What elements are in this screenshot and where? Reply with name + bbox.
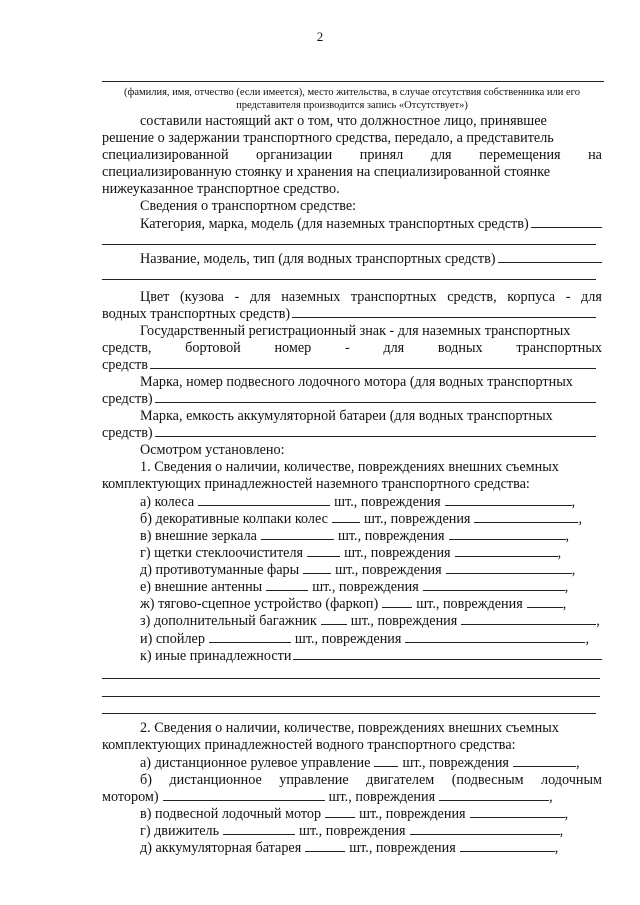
word: на (588, 147, 602, 163)
quantity-field (374, 755, 398, 767)
word: лодочным (541, 772, 602, 788)
list-item: е) внешние антенны шт., повреждения , (140, 579, 569, 595)
category-field (531, 216, 602, 228)
intro-line5: нижеуказанное транспортное средство. (102, 181, 340, 197)
section1-line1: 1. Сведения о наличии, количестве, повреждениях внешних съемных (140, 459, 559, 475)
color-field (292, 306, 596, 318)
word: водных (437, 340, 483, 356)
word: номер (274, 340, 312, 356)
damage-field (460, 840, 555, 852)
damage-field (513, 755, 576, 767)
other-items-row: к) иные принадлежности (140, 648, 602, 664)
word: бортовой (185, 340, 241, 356)
quantity-field (163, 789, 325, 801)
name-row (140, 251, 602, 267)
color-line2 (102, 306, 596, 322)
battery-line1: Марка, емкость аккумуляторной батареи (для водных транспортных (140, 408, 553, 424)
list-item: з) дополнительный багажник шт., повреждения , (140, 613, 600, 629)
word: наземных (281, 289, 341, 305)
battery-line2 (102, 425, 596, 441)
word: для (249, 289, 271, 305)
word: транспортных (350, 289, 437, 305)
word: Цвет (140, 289, 170, 305)
inspection-heading: Осмотром установлено: (140, 442, 285, 458)
other-items-field (293, 648, 602, 660)
battery-label2: средств) (102, 425, 153, 441)
damage-field (461, 613, 596, 625)
list-item: в) подвесной лодочный мотор шт., повреждения , (140, 806, 569, 822)
motor-line2 (102, 391, 596, 407)
quantity-field (223, 823, 295, 835)
quantity-field (266, 579, 308, 591)
word: дистанционное (169, 772, 262, 788)
battery-field (155, 425, 596, 437)
list-item: г) движитель шт., повреждения , (140, 823, 564, 839)
list-item: а) колеса шт., повреждения , (140, 494, 576, 510)
color-line1 (140, 289, 602, 305)
word: - (344, 340, 350, 356)
damage-field (527, 596, 563, 608)
damage-field (474, 511, 578, 523)
quantity-field (325, 806, 355, 818)
quantity-field (332, 511, 360, 523)
word: корпуса (507, 289, 556, 305)
intro-line4: специализированную стоянку и хранения на специализированной стоянке (102, 164, 551, 180)
header-name-rule (102, 81, 604, 82)
category-label: Категория, марка, модель (для наземных транспортных средств) (140, 216, 529, 232)
quantity-field (305, 840, 345, 852)
word: принял (359, 147, 404, 163)
color-label2: водных транспортных средств) (102, 306, 291, 322)
word: средств, (447, 289, 497, 305)
category-row (140, 216, 602, 232)
damage-field (405, 631, 585, 643)
list-item: д) противотуманные фары шт., повреждения , (140, 562, 576, 578)
quantity-field (303, 562, 331, 574)
word: специализированной (102, 147, 229, 163)
word: б) (140, 772, 152, 788)
word: организации (256, 147, 333, 163)
quantity-field (261, 528, 334, 540)
list-item: б) декоративные колпаки колес шт., повреждения , (140, 511, 583, 527)
word: - (234, 289, 240, 305)
damage-field (423, 579, 565, 591)
damage-field (410, 823, 560, 835)
word: средств, (102, 340, 152, 356)
damage-field (439, 789, 549, 801)
quantity-field (198, 494, 330, 506)
word: управление (279, 772, 349, 788)
reg-field (150, 357, 596, 369)
name-field-line2 (102, 279, 596, 280)
damage-field (445, 494, 572, 506)
motor-field (155, 391, 596, 403)
quantity-field (209, 631, 291, 643)
other-items-line3 (102, 696, 600, 697)
damage-field (446, 562, 572, 574)
reg-line1: Государственный регистрационный знак - для наземных транспортных (140, 323, 571, 339)
list-item: д) аккумуляторная батарея шт., повреждения , (140, 840, 559, 856)
vehicle-info-heading: Сведения о транспортном средстве: (140, 198, 357, 214)
word: (кузова (179, 289, 224, 305)
damage-field (470, 806, 565, 818)
name-field (498, 251, 602, 263)
quantity-field (321, 613, 347, 625)
header-caption-line2: представителя производится запись «Отсутствует») (236, 100, 468, 111)
section1-line2: комплектующих принадлежностей наземного транспортного средства: (102, 476, 530, 492)
word: (подвесным (451, 772, 524, 788)
quantity-field (382, 596, 412, 608)
intro-line3 (102, 147, 602, 163)
page-number: 2 (316, 29, 324, 44)
damage-field (449, 528, 566, 540)
header-caption-line1: (фамилия, имя, отчество (если имеется), место жительства, в случае отсутствия собственника или его (124, 87, 580, 98)
list-item: а) дистанционное рулевое управление шт., повреждения , (140, 755, 580, 771)
section2-line1: 2. Сведения о наличии, количестве, повреждениях внешних съемных (140, 720, 559, 736)
word: - (565, 289, 571, 305)
quantity-field (307, 545, 340, 557)
reg-line2 (102, 340, 602, 356)
intro-line1: составили настоящий акт о том, что должностное лицо, принявшее (140, 113, 547, 129)
name-label: Название, модель, тип (для водных транспортных средств) (140, 251, 496, 267)
reg-line3 (102, 357, 596, 373)
list-item: г) щетки стеклоочистителя шт., повреждения , (140, 545, 562, 561)
damage-field (455, 545, 558, 557)
list-item: в) внешние зеркала шт., повреждения , (140, 528, 570, 544)
word: для (383, 340, 405, 356)
motor-label2: средств) (102, 391, 153, 407)
section2-line2: комплектующих принадлежностей водного транспортного средства: (102, 737, 516, 753)
reg-label3: средств (102, 357, 148, 373)
list-item: ж) тягово-сцепное устройство (фаркоп) шт., повреждения , (140, 596, 567, 612)
list-item: мотором) шт., повреждения , (102, 789, 553, 805)
word: для (430, 147, 452, 163)
section2-item-b-line1 (140, 772, 602, 788)
other-items-line2 (102, 678, 600, 679)
word: двигателем (366, 772, 435, 788)
category-field-line2 (102, 244, 596, 245)
word: перемещения (479, 147, 561, 163)
list-item: и) спойлер шт., повреждения , (140, 631, 589, 647)
motor-line1: Марка, номер подвесного лодочного мотора (для водных транспортных (140, 374, 573, 390)
word: для (581, 289, 602, 305)
word: транспортных (516, 340, 602, 356)
intro-line2: решение о задержании транспортного средства, передало, а представитель (102, 130, 554, 146)
other-items-line4 (102, 713, 596, 714)
